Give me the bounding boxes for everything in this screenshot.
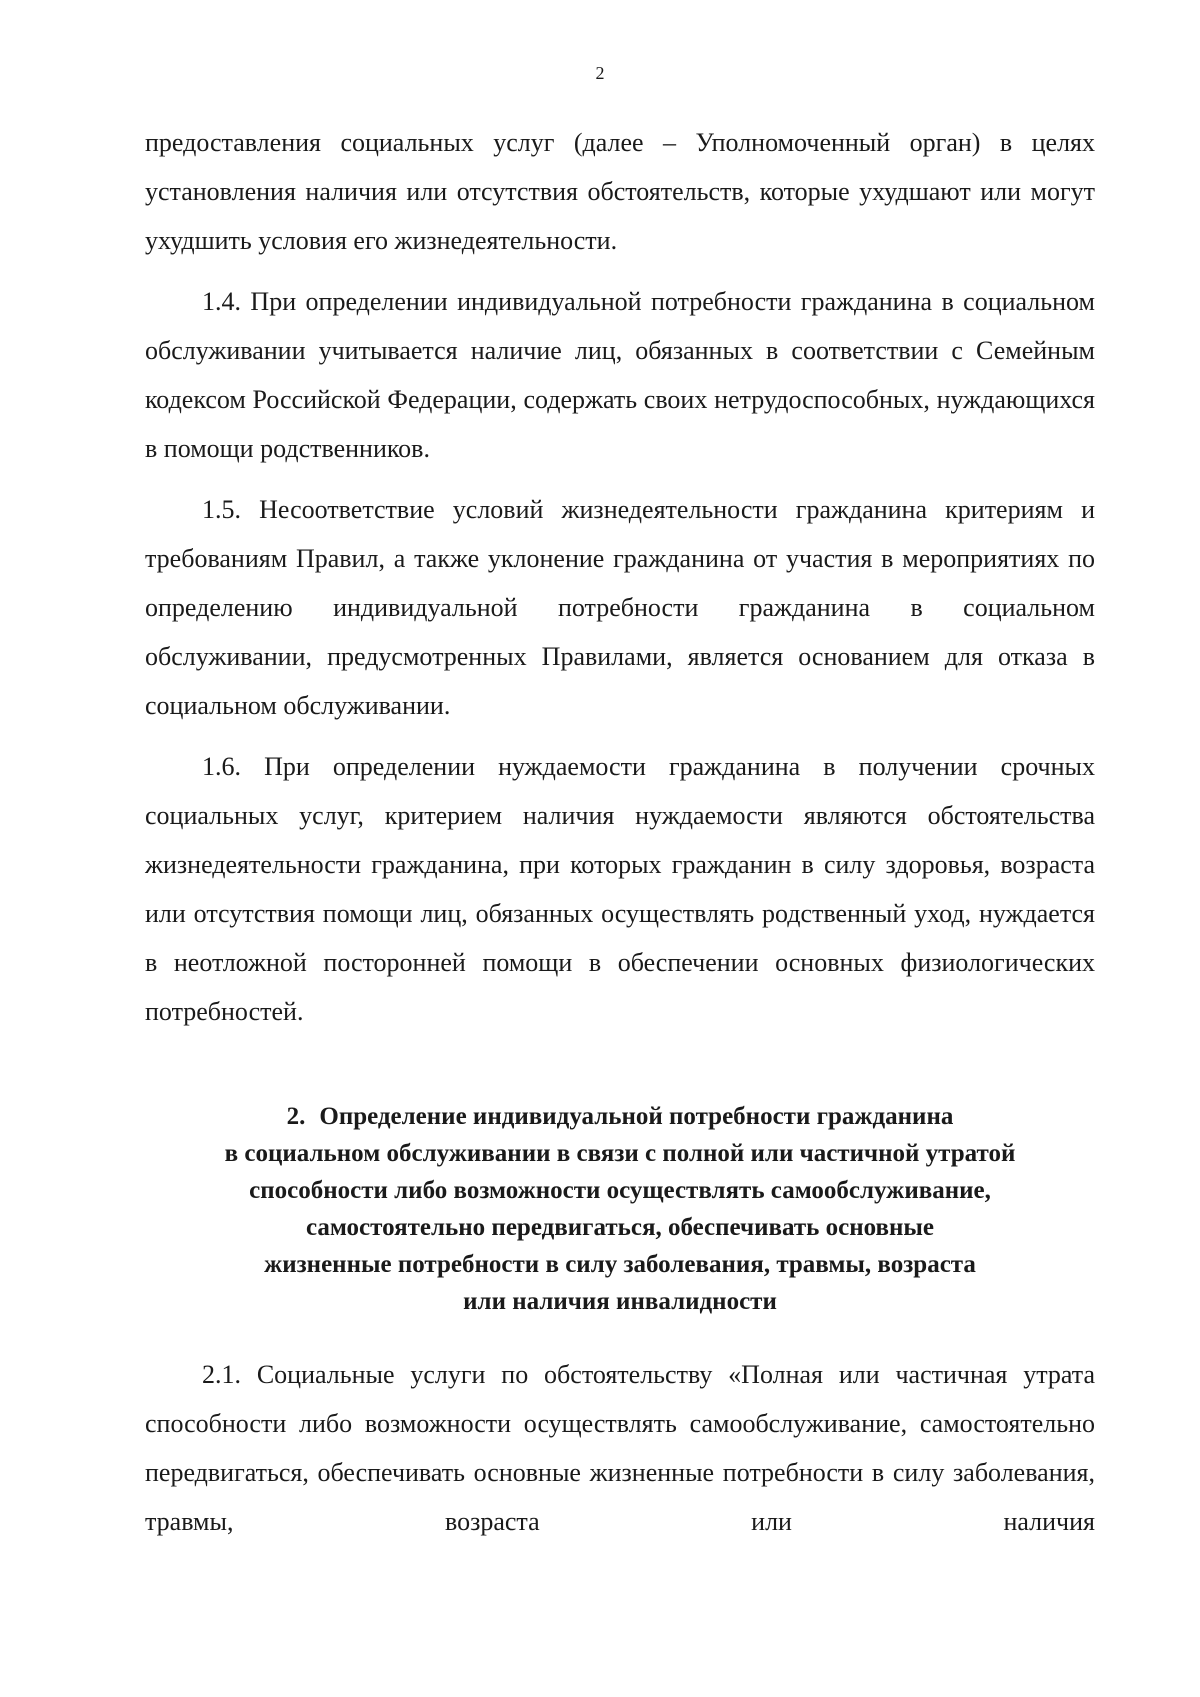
section-2-heading-line-1 bbox=[145, 1098, 1095, 1135]
paragraph-1-4: 1.4. При определении индивидуальной потребности гражданина в социальном обслуживании учитывается наличие лиц, обязанных в соответствии с Семейным кодексом Российской Федерации, содержать своих нетрудоспособных, нуждающихся в помощи родственников. bbox=[145, 287, 1095, 463]
document-body bbox=[145, 118, 1095, 1546]
paragraph-2-1: 2.1. Социальные услуги по обстоятельству «Полная или частичная утрата способности либо возможности осуществлять самообслуживание, самостоятельно передвигаться, обеспечивать основные жизненные потребности в силу заболевания, травмы, возраста или наличия bbox=[145, 1360, 1095, 1536]
section-2-title-line: Определение индивидуальной потребности гражданина bbox=[319, 1103, 954, 1130]
section-2-number: 2. bbox=[286, 1103, 306, 1130]
paragraph-intro: предоставления социальных услуг (далее – Уполномоченный орган) в целях установления наличия или отсутствия обстоятельств, которые ухудшают или могут ухудшить условия его жизнедеятельности. bbox=[145, 128, 1095, 255]
section-2-title-line: самостоятельно передвигаться, обеспечивать основные bbox=[305, 1214, 935, 1241]
section-2-title-line: или наличия инвалидности bbox=[463, 1288, 777, 1315]
section-2-title-line: жизненные потребности в силу заболевания, травмы, возраста bbox=[264, 1251, 976, 1278]
page-number: 2 bbox=[595, 63, 605, 83]
section-2-title-line: в социальном обслуживании в связи с полной или частичной утратой bbox=[224, 1140, 1016, 1167]
section-2-title-line: способности либо возможности осуществлять самообслуживание, bbox=[249, 1177, 991, 1204]
paragraph-1-5: 1.5. Несоответствие условий жизнедеятельности гражданина критериям и требованиям Правил, а также уклонение гражданина от участия в мероприятиях по определению индивидуальной потребности гражданина в социальном обслуживании, предусмотренных Правилами, является основанием для отказа в социальном обслуживании. bbox=[145, 495, 1095, 720]
paragraph-1-6: 1.6. При определении нуждаемости гражданина в получении срочных социальных услуг, критерием наличия нуждаемости являются обстоятельства жизнедеятельности гражданина, при которых гражданин в силу здоровья, возраста или отсутствия помощи лиц, обязанных осуществлять родственный уход, нуждается в неотложной посторонней помощи в обеспечении основных физиологических потребностей. bbox=[145, 752, 1095, 1026]
section-2-heading bbox=[145, 1098, 1095, 1320]
